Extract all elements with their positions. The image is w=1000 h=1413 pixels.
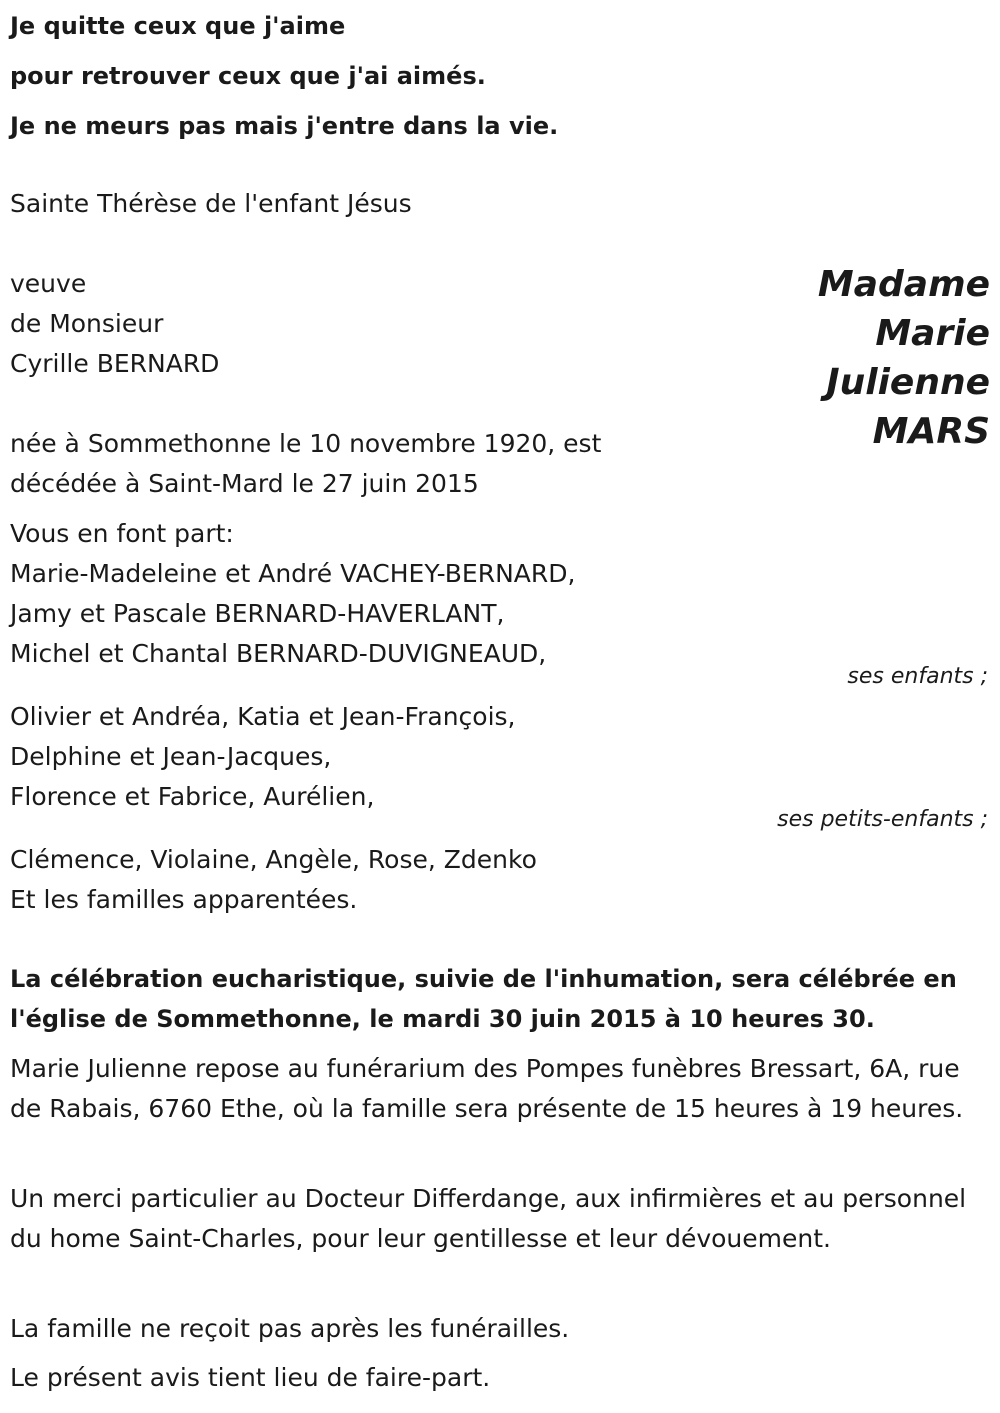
child-line: Marie-Madeleine et André VACHEY-BERNARD,: [10, 559, 576, 588]
death-line: décédée à Saint-Mard le 27 juin 2015: [10, 469, 479, 498]
quote-line-2: pour retrouver ceux que j'ai aimés.: [10, 62, 486, 90]
deceased-title: Madame: [817, 264, 990, 305]
notice-line: Le présent avis tient lieu de faire-part.: [10, 1363, 491, 1392]
great-grandchildren-line: Clémence, Violaine, Angèle, Rose, Zdenko: [10, 845, 537, 874]
deceased-last-name: MARS: [872, 411, 990, 452]
ceremony-paragraph: La célébration eucharistique, suivie de l'inhumation, sera célébrée en l'église de Sommethonne, le mardi 30 juin 2015 à 10 heures 30.: [10, 965, 957, 1033]
child-line: Michel et Chantal BERNARD-DUVIGNEAUD,: [10, 639, 547, 668]
deceased-first-name: Marie: [875, 313, 990, 354]
quote-line-1: Je quitte ceux que j'aime: [10, 12, 346, 40]
spouse-line-2: de Monsieur: [10, 309, 164, 338]
families-line: Et les familles apparentées.: [10, 885, 358, 914]
grandchild-line: Florence et Fabrice, Aurélien,: [10, 782, 375, 811]
quote-author: Sainte Thérèse de l'enfant Jésus: [10, 189, 412, 218]
grandchildren-role: ses petits-enfants ;: [777, 807, 988, 832]
announcement-intro: Vous en font part:: [10, 519, 234, 548]
spouse-line-1: veuve: [10, 269, 87, 298]
deceased-second-name: Julienne: [826, 362, 990, 403]
child-line: Jamy et Pascale BERNARD-HAVERLANT,: [10, 599, 505, 628]
grandchild-line: Delphine et Jean-Jacques,: [10, 742, 332, 771]
children-role: ses enfants ;: [847, 664, 988, 689]
grandchild-line: Olivier et Andréa, Katia et Jean-François,: [10, 702, 516, 731]
viewing-paragraph: Marie Julienne repose au funérarium des Pompes funèbres Bressart, 6A, rue de Rabais, 6760 Ethe, où la famille sera présente de 15 heures à 19 heures.: [10, 1054, 964, 1123]
thanks-paragraph: Un merci particulier au Docteur Differdange, aux infirmières et au personnel du home Saint-Charles, pour leur gentillesse et leur dévouement.: [10, 1184, 967, 1253]
spouse-line-3: Cyrille BERNARD: [10, 349, 220, 378]
no-reception-line: La famille ne reçoit pas après les funérailles.: [10, 1314, 570, 1343]
birth-line: née à Sommethonne le 10 novembre 1920, est: [10, 429, 602, 458]
quote-line-3: Je ne meurs pas mais j'entre dans la vie.: [10, 112, 559, 140]
